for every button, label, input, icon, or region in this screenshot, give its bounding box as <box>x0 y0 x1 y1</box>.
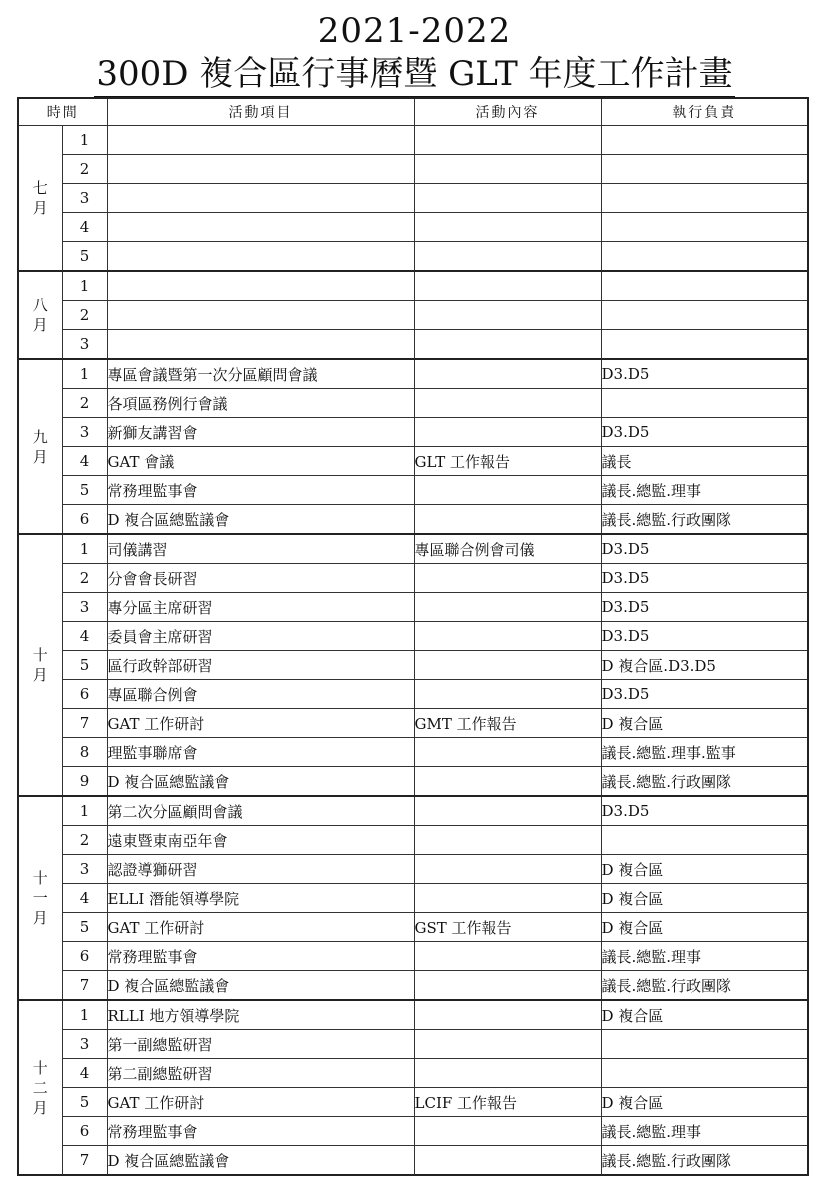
content-cell <box>414 767 601 797</box>
activity-cell: GAT 工作研討 <box>107 913 414 942</box>
content-cell <box>414 564 601 593</box>
content-cell <box>414 389 601 418</box>
header-responsible: 執行負責 <box>601 98 808 126</box>
activity-cell: GAT 工作研討 <box>107 1088 414 1117</box>
document-title-text: 300D 複合區行事曆暨 GLT 年度工作計畫 <box>94 54 734 98</box>
activity-cell: 第二副總監研習 <box>107 1059 414 1088</box>
activity-cell: 委員會主席研習 <box>107 622 414 651</box>
table-row <box>18 359 808 389</box>
table-row <box>18 447 808 476</box>
row-number: 6 <box>62 505 107 535</box>
content-cell: GLT 工作報告 <box>414 447 601 476</box>
activity-cell: 司儀講習 <box>107 534 414 564</box>
table-row <box>18 971 808 1001</box>
row-number: 5 <box>62 242 107 272</box>
row-number: 4 <box>62 1059 107 1088</box>
table-row <box>18 534 808 564</box>
table-row <box>18 155 808 184</box>
month-label-char: 十 <box>32 646 48 664</box>
responsible-cell: 議長.總監.理事 <box>601 476 808 505</box>
table-row <box>18 826 808 855</box>
content-cell <box>414 184 601 213</box>
responsible-cell: D 複合區 <box>601 709 808 738</box>
month-label-char: 七 <box>32 179 48 197</box>
responsible-cell: 議長.總監.理事 <box>601 942 808 971</box>
activity-cell: D 複合區總監議會 <box>107 505 414 535</box>
responsible-cell <box>601 826 808 855</box>
row-number: 2 <box>62 301 107 330</box>
table-row <box>18 184 808 213</box>
content-cell <box>414 1000 601 1030</box>
responsible-cell: 議長.總監.行政團隊 <box>601 767 808 797</box>
content-cell: 專區聯合例會司儀 <box>414 534 601 564</box>
activity-cell: 常務理監事會 <box>107 1117 414 1146</box>
row-number: 1 <box>62 271 107 301</box>
content-cell <box>414 1146 601 1176</box>
table-row <box>18 301 808 330</box>
row-number: 2 <box>62 155 107 184</box>
content-cell <box>414 1117 601 1146</box>
row-number: 3 <box>62 855 107 884</box>
table-row <box>18 738 808 767</box>
responsible-cell <box>601 126 808 155</box>
responsible-cell: D 複合區 <box>601 913 808 942</box>
month-label <box>18 271 62 359</box>
responsible-cell: D 複合區.D3.D5 <box>601 651 808 680</box>
responsible-cell: D3.D5 <box>601 534 808 564</box>
content-cell <box>414 622 601 651</box>
activity-cell: ELLI 潛能領導學院 <box>107 884 414 913</box>
content-cell <box>414 301 601 330</box>
content-cell <box>414 884 601 913</box>
activity-cell: 認證導獅研習 <box>107 855 414 884</box>
activity-cell: 常務理監事會 <box>107 476 414 505</box>
activity-cell: RLLI 地方領導學院 <box>107 1000 414 1030</box>
month-label-char: 月 <box>32 447 48 466</box>
content-cell: GST 工作報告 <box>414 913 601 942</box>
content-cell <box>414 213 601 242</box>
month-label <box>18 534 62 796</box>
responsible-cell <box>601 301 808 330</box>
responsible-cell <box>601 184 808 213</box>
responsible-cell <box>601 271 808 301</box>
activity-cell: 常務理監事會 <box>107 942 414 971</box>
content-cell <box>414 505 601 535</box>
activity-cell <box>107 330 414 360</box>
month-label <box>18 1000 62 1175</box>
content-cell <box>414 126 601 155</box>
responsible-cell <box>601 389 808 418</box>
responsible-cell: 議長.總監.行政團隊 <box>601 1146 808 1176</box>
content-cell: GMT 工作報告 <box>414 709 601 738</box>
month-label <box>18 126 62 272</box>
content-cell <box>414 155 601 184</box>
row-number: 2 <box>62 826 107 855</box>
table-row <box>18 505 808 535</box>
row-number: 9 <box>62 767 107 797</box>
table-row <box>18 913 808 942</box>
content-cell <box>414 971 601 1001</box>
header-content: 活動內容 <box>414 98 601 126</box>
activity-cell: 專區聯合例會 <box>107 680 414 709</box>
content-cell <box>414 359 601 389</box>
row-number: 3 <box>62 330 107 360</box>
activity-cell <box>107 155 414 184</box>
responsible-cell: D 複合區 <box>601 1088 808 1117</box>
content-cell <box>414 796 601 826</box>
activity-cell: 理監事聯席會 <box>107 738 414 767</box>
month-label <box>18 359 62 534</box>
row-number: 5 <box>62 913 107 942</box>
activity-cell: 區行政幹部研習 <box>107 651 414 680</box>
row-number: 4 <box>62 447 107 476</box>
row-number: 6 <box>62 1117 107 1146</box>
responsible-cell: D3.D5 <box>601 564 808 593</box>
table-row <box>18 593 808 622</box>
row-number: 1 <box>62 359 107 389</box>
document-year: 2021-2022 <box>317 11 512 51</box>
responsible-cell: D3.D5 <box>601 593 808 622</box>
responsible-cell: 議長 <box>601 447 808 476</box>
row-number: 7 <box>62 1146 107 1176</box>
table-row <box>18 622 808 651</box>
table-row <box>18 330 808 360</box>
responsible-cell <box>601 330 808 360</box>
month-label-char: 月 <box>32 666 48 684</box>
activity-cell: 專區會議暨第一次分區顧問會議 <box>107 359 414 389</box>
row-number: 4 <box>62 622 107 651</box>
content-cell <box>414 330 601 360</box>
table-row <box>18 1117 808 1146</box>
activity-cell: 第一副總監研習 <box>107 1030 414 1059</box>
table-row <box>18 796 808 826</box>
table-row <box>18 389 808 418</box>
month-label-char: 八 <box>32 296 48 314</box>
header-time: 時間 <box>18 98 107 126</box>
table-row <box>18 1000 808 1030</box>
responsible-cell: D3.D5 <box>601 796 808 826</box>
row-number: 1 <box>62 796 107 826</box>
month-label-char: 二 <box>32 1078 48 1097</box>
table-row <box>18 767 808 797</box>
responsible-cell <box>601 1030 808 1059</box>
row-number: 5 <box>62 651 107 680</box>
activity-cell <box>107 242 414 272</box>
row-number: 1 <box>62 126 107 155</box>
month-label-char: 月 <box>32 909 48 927</box>
table-row <box>18 1030 808 1059</box>
responsible-cell: D3.D5 <box>601 418 808 447</box>
row-number: 1 <box>62 1000 107 1030</box>
activity-cell: 分會會長研習 <box>107 564 414 593</box>
row-number: 1 <box>62 534 107 564</box>
header-activity: 活動項目 <box>107 98 414 126</box>
responsible-cell: 議長.總監.行政團隊 <box>601 971 808 1001</box>
table-row <box>18 476 808 505</box>
activity-cell: 第二次分區顧問會議 <box>107 796 414 826</box>
responsible-cell <box>601 213 808 242</box>
table-row <box>18 942 808 971</box>
responsible-cell <box>601 242 808 272</box>
content-cell <box>414 1030 601 1059</box>
table-row <box>18 709 808 738</box>
responsible-cell <box>601 1059 808 1088</box>
table-row <box>18 855 808 884</box>
row-number: 3 <box>62 1030 107 1059</box>
table-row <box>18 884 808 913</box>
content-cell <box>414 826 601 855</box>
activity-cell <box>107 126 414 155</box>
responsible-cell: D3.D5 <box>601 359 808 389</box>
table-row <box>18 1146 808 1176</box>
month-label-char: 月 <box>32 199 48 217</box>
content-cell <box>414 855 601 884</box>
content-cell <box>414 651 601 680</box>
row-number: 3 <box>62 593 107 622</box>
activity-cell: D 複合區總監議會 <box>107 971 414 1001</box>
activity-cell: GAT 會議 <box>107 447 414 476</box>
responsible-cell: D 複合區 <box>601 884 808 913</box>
content-cell <box>414 418 601 447</box>
content-cell <box>414 476 601 505</box>
row-number: 6 <box>62 680 107 709</box>
row-number: 4 <box>62 213 107 242</box>
month-label-char: 月 <box>32 316 48 334</box>
month-label-char: 九 <box>32 427 48 446</box>
activity-cell: 專分區主席研習 <box>107 593 414 622</box>
row-number: 2 <box>62 564 107 593</box>
content-cell <box>414 242 601 272</box>
responsible-cell: 議長.總監.理事.監事 <box>601 738 808 767</box>
table-row <box>18 213 808 242</box>
responsible-cell: D 複合區 <box>601 855 808 884</box>
table-row <box>18 418 808 447</box>
activity-cell <box>107 184 414 213</box>
activity-cell <box>107 271 414 301</box>
content-cell <box>414 271 601 301</box>
responsible-cell: D 複合區 <box>601 1000 808 1030</box>
month-label-char: 一 <box>32 889 48 907</box>
table-row <box>18 126 808 155</box>
content-cell <box>414 1059 601 1088</box>
table-row <box>18 242 808 272</box>
activity-cell: D 複合區總監議會 <box>107 767 414 797</box>
row-number: 3 <box>62 418 107 447</box>
responsible-cell: 議長.總監.行政團隊 <box>601 505 808 535</box>
activity-cell: D 複合區總監議會 <box>107 1146 414 1176</box>
table-row <box>18 1088 808 1117</box>
month-label-char: 十 <box>32 1058 48 1077</box>
table-row <box>18 1059 808 1088</box>
row-number: 6 <box>62 942 107 971</box>
row-number: 5 <box>62 476 107 505</box>
month-label-char: 月 <box>32 1098 48 1117</box>
content-cell <box>414 680 601 709</box>
row-number: 4 <box>62 884 107 913</box>
schedule-body <box>18 126 808 1176</box>
activity-cell: 新獅友講習會 <box>107 418 414 447</box>
row-number: 5 <box>62 1088 107 1117</box>
activity-cell <box>107 301 414 330</box>
row-number: 7 <box>62 709 107 738</box>
responsible-cell: 議長.總監.理事 <box>601 1117 808 1146</box>
activity-cell <box>107 213 414 242</box>
table-header-row <box>18 98 808 126</box>
table-row <box>18 680 808 709</box>
responsible-cell: D3.D5 <box>601 622 808 651</box>
row-number: 3 <box>62 184 107 213</box>
responsible-cell <box>601 155 808 184</box>
row-number: 2 <box>62 389 107 418</box>
table-row <box>18 271 808 301</box>
content-cell <box>414 593 601 622</box>
activity-cell: 遠東暨東南亞年會 <box>107 826 414 855</box>
row-number: 7 <box>62 971 107 1001</box>
table-row <box>18 564 808 593</box>
responsible-cell: D3.D5 <box>601 680 808 709</box>
activity-cell: 各項區務例行會議 <box>107 389 414 418</box>
schedule-table <box>17 97 809 1176</box>
content-cell <box>414 942 601 971</box>
content-cell: LCIF 工作報告 <box>414 1088 601 1117</box>
table-row <box>18 651 808 680</box>
month-label <box>18 796 62 1000</box>
content-cell <box>414 738 601 767</box>
month-label-char: 十 <box>32 869 48 887</box>
activity-cell: GAT 工作研討 <box>107 709 414 738</box>
row-number: 8 <box>62 738 107 767</box>
document-title <box>0 54 829 94</box>
